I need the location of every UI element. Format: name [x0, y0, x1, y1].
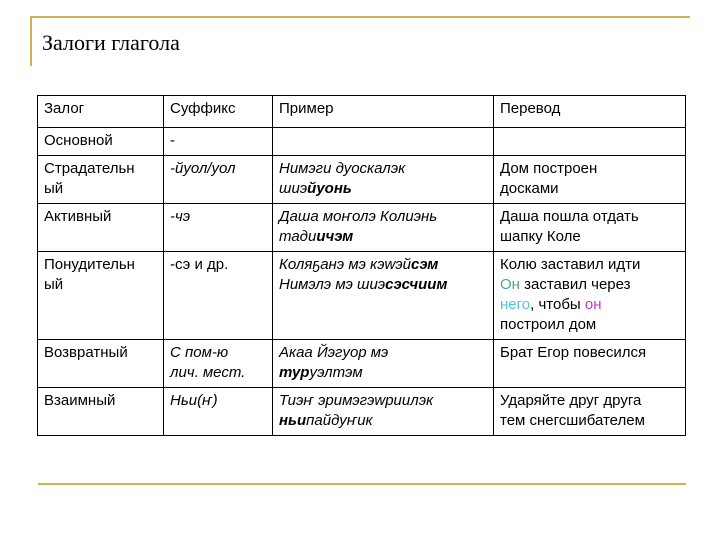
- example-line: Нимэги дуоскалэк: [279, 160, 406, 177]
- example-line: Даша моҥолэ Колиэнь: [279, 208, 438, 225]
- table-row: [38, 128, 686, 156]
- example-cell: [273, 388, 494, 436]
- voices-table: [37, 95, 686, 436]
- suffix-cell: -йуол/уол: [164, 156, 273, 204]
- example-stem: шиэ: [279, 180, 308, 197]
- translation-line: шапку Коле: [500, 228, 581, 245]
- translation-line: досками: [500, 180, 559, 197]
- example-stem: Коляҕанэ мэ кэwэй: [279, 256, 412, 273]
- example-cell: [273, 128, 494, 156]
- left-rule: [30, 16, 32, 66]
- translation-cell: [494, 204, 686, 252]
- example-line: Акаа Йэгуор мэ: [279, 344, 389, 361]
- voice-cell: [38, 252, 164, 340]
- pronoun-he: Он: [500, 276, 520, 293]
- suffix-cell: -сэ и др.: [164, 252, 273, 340]
- pronoun-him: него: [500, 296, 531, 313]
- example-stem: Нимэлэ мэ шиэ: [279, 276, 386, 293]
- header-suffix: Суффикс: [164, 96, 273, 128]
- suffix-line: С пом-ю: [170, 344, 229, 361]
- example-suffix: тур: [279, 364, 310, 381]
- example-suffix: ньи: [279, 412, 307, 429]
- translation-cell: Брат Егор повесился: [494, 340, 686, 388]
- header-voice: Залог: [38, 96, 164, 128]
- voice-line: ый: [44, 276, 64, 293]
- table-row: [38, 388, 686, 436]
- translation-line: Колю заставил идти: [500, 256, 641, 273]
- example-suffix: сэм: [411, 256, 439, 273]
- suffix-cell: -чэ: [164, 204, 273, 252]
- translation-cell: [494, 252, 686, 340]
- bottom-rule: [38, 483, 686, 485]
- pronoun-he-2: он: [584, 296, 602, 313]
- translation-line: Ударяйте друг друга: [500, 392, 642, 409]
- voice-cell: Возвратный: [38, 340, 164, 388]
- slide-title: Залоги глагола: [42, 30, 180, 55]
- translation-text: , чтобы: [530, 296, 585, 313]
- table-row: [38, 204, 686, 252]
- example-line: Тиэҥ эримэгэwриилэк: [279, 392, 434, 409]
- suffix-cell: Ньи(ҥ): [164, 388, 273, 436]
- example-cell: [273, 340, 494, 388]
- translation-cell: [494, 156, 686, 204]
- suffix-cell: -: [164, 128, 273, 156]
- header-translation: Перевод: [494, 96, 686, 128]
- example-cell: [273, 156, 494, 204]
- table-row: [38, 340, 686, 388]
- voice-cell: Активный: [38, 204, 164, 252]
- voice-line: Страдательн: [44, 160, 135, 177]
- example-stem: тади: [279, 228, 317, 245]
- voice-line: Понудительн: [44, 256, 135, 273]
- voice-cell: [38, 156, 164, 204]
- translation-cell: [494, 128, 686, 156]
- header-example: Пример: [273, 96, 494, 128]
- translation-line: тем снегсшибателем: [500, 412, 645, 429]
- example-suffix: йуонь: [307, 180, 352, 197]
- voice-line: ый: [44, 180, 64, 197]
- voice-cell: Взаимный: [38, 388, 164, 436]
- example-suffix: ичэм: [316, 228, 354, 245]
- translation-text: заставил через: [519, 276, 631, 293]
- example-stem: пайдуҥик: [306, 412, 373, 429]
- translation-line: построил дом: [500, 316, 597, 333]
- top-rule: [30, 16, 690, 18]
- voice-cell: Основной: [38, 128, 164, 156]
- example-cell: [273, 252, 494, 340]
- translation-cell: [494, 388, 686, 436]
- table-row: [38, 252, 686, 340]
- table-row: [38, 156, 686, 204]
- translation-line: Дом построен: [500, 160, 598, 177]
- example-suffix: сэсчиим: [385, 276, 448, 293]
- suffix-line: лич. мест.: [170, 364, 246, 381]
- translation-line: Даша пошла отдать: [500, 208, 639, 225]
- suffix-cell: [164, 340, 273, 388]
- example-cell: [273, 204, 494, 252]
- table-header-row: [38, 96, 686, 128]
- example-stem: уэлтэм: [309, 364, 363, 381]
